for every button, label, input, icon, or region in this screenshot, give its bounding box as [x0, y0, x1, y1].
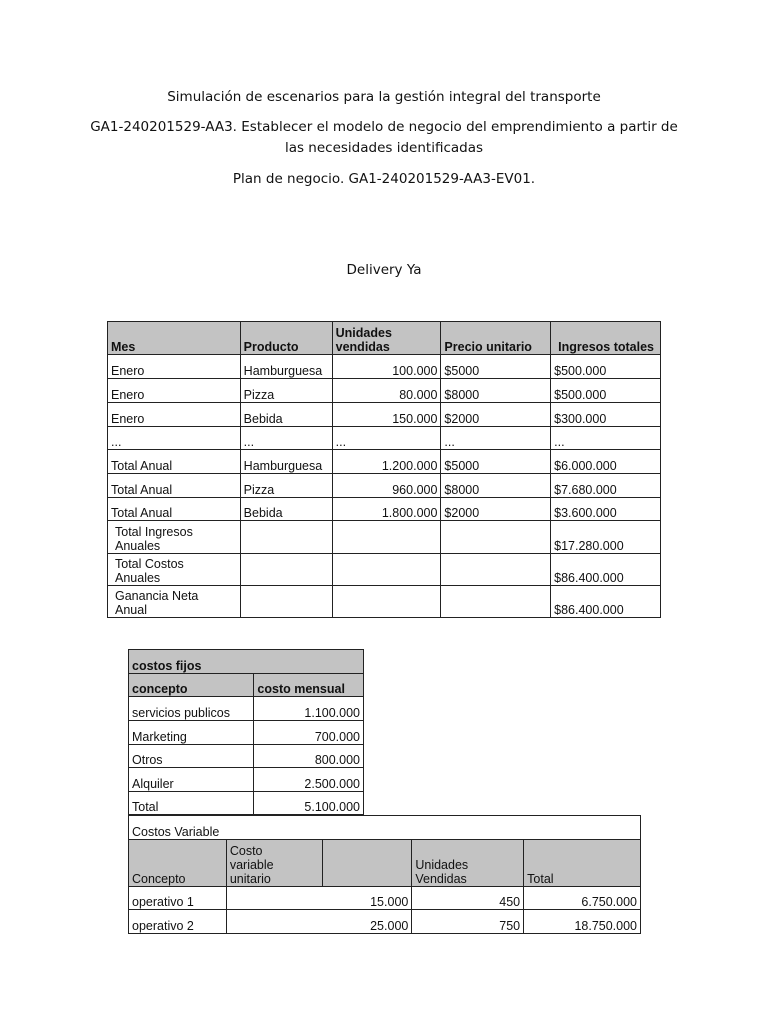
cell: servicios publicos [129, 697, 254, 721]
header-cell: Costo variable unitario [226, 840, 322, 887]
cell: $2000 [441, 498, 551, 521]
cell: Marketing [129, 721, 254, 745]
cell: $6.000.000 [551, 450, 661, 474]
header-cell: Unidades vendidas [332, 322, 441, 355]
header-cell: costo mensual [254, 674, 364, 697]
table-row [108, 427, 661, 450]
company-name: Delivery Ya [346, 262, 422, 278]
cell: operativo 1 [129, 887, 227, 910]
cell: 750 [412, 910, 524, 934]
header-cell: Total [524, 840, 641, 887]
cell: 6.750.000 [524, 887, 641, 910]
cell: Otros [129, 745, 254, 768]
cell: Bebida [240, 498, 332, 521]
cell: Total [129, 792, 254, 815]
cell: 100.000 [332, 355, 441, 379]
cell: $8000 [441, 474, 551, 498]
cell: $5000 [441, 355, 551, 379]
cell: ... [441, 427, 551, 450]
cell: Hamburguesa [240, 450, 332, 474]
cell: Total Anual [108, 498, 241, 521]
fixed-costs-table [128, 649, 364, 815]
cell: 1.100.000 [254, 697, 364, 721]
table-row [129, 792, 364, 815]
summary-value: $17.280.000 [551, 521, 661, 554]
cell: 800.000 [254, 745, 364, 768]
cell: $8000 [441, 379, 551, 403]
cell: Pizza [240, 474, 332, 498]
header-cell: Precio unitario [441, 322, 551, 355]
document-title: Simulación de escenarios para la gestión integral del transporte [167, 89, 601, 105]
header-cell: Ingresos totales [551, 322, 661, 355]
cell: 960.000 [332, 474, 441, 498]
summary-label: Total Costos Anuales [108, 554, 241, 586]
cell: $7.680.000 [551, 474, 661, 498]
cell: operativo 2 [129, 910, 227, 934]
header-cell: Producto [240, 322, 332, 355]
cell: $3.600.000 [551, 498, 661, 521]
cell: 150.000 [332, 403, 441, 427]
cell: $500.000 [551, 355, 661, 379]
table-row [108, 498, 661, 521]
header-cell: Concepto [129, 840, 227, 887]
activity-code-line-1: GA1-240201529-AA3. Establecer el modelo de negocio del emprendimiento a partir de [90, 119, 678, 135]
cell: ... [332, 427, 441, 450]
cell: 5.100.000 [254, 792, 364, 815]
sales-table [107, 321, 661, 618]
business-plan-code: Plan de negocio. GA1-240201529-AA3-EV01. [232, 171, 536, 187]
header-cell: Mes [108, 322, 241, 355]
fixed-costs-title: costos fijos [129, 650, 364, 674]
cell: 18.750.000 [524, 910, 641, 934]
summary-label: Ganancia Neta Anual [108, 586, 241, 618]
cell: 25.000 [226, 910, 412, 934]
cell: Alquiler [129, 768, 254, 792]
cell: 700.000 [254, 721, 364, 745]
activity-code-line-2: las necesidades identificadas [284, 140, 484, 156]
table-row [129, 910, 641, 934]
table-row [108, 474, 661, 498]
variable-costs-header-row [129, 840, 641, 887]
cell: Enero [108, 403, 241, 427]
cell: $2000 [441, 403, 551, 427]
cell: Pizza [240, 379, 332, 403]
header-cell [322, 840, 412, 887]
cell: Total Anual [108, 450, 241, 474]
cell: Bebida [240, 403, 332, 427]
cell: ... [551, 427, 661, 450]
variable-costs-title: Costos Variable [129, 816, 641, 840]
cell: 2.500.000 [254, 768, 364, 792]
summary-label: Total Ingresos Anuales [108, 521, 241, 554]
cell: ... [240, 427, 332, 450]
header-cell: Unidades Vendidas [412, 840, 524, 887]
cell: Enero [108, 355, 241, 379]
cell: 1.800.000 [332, 498, 441, 521]
table-row [129, 745, 364, 768]
table-row [129, 697, 364, 721]
summary-row [108, 586, 661, 618]
cell: $300.000 [551, 403, 661, 427]
summary-value: $86.400.000 [551, 554, 661, 586]
cell: 450 [412, 887, 524, 910]
cell: 1.200.000 [332, 450, 441, 474]
table-row [108, 379, 661, 403]
cell: Hamburguesa [240, 355, 332, 379]
sales-header-row [108, 322, 661, 355]
variable-costs-table [128, 815, 641, 934]
table-row [129, 768, 364, 792]
cell: ... [108, 427, 241, 450]
cell: Enero [108, 379, 241, 403]
header-cell: concepto [129, 674, 254, 697]
summary-value: $86.400.000 [551, 586, 661, 618]
table-row [108, 450, 661, 474]
table-row [129, 721, 364, 745]
table-row [108, 355, 661, 379]
cell: $5000 [441, 450, 551, 474]
summary-row [108, 521, 661, 554]
cell: Total Anual [108, 474, 241, 498]
summary-row [108, 554, 661, 586]
table-row [129, 887, 641, 910]
cell: 15.000 [226, 887, 412, 910]
cell: $500.000 [551, 379, 661, 403]
table-row [108, 403, 661, 427]
cell: 80.000 [332, 379, 441, 403]
